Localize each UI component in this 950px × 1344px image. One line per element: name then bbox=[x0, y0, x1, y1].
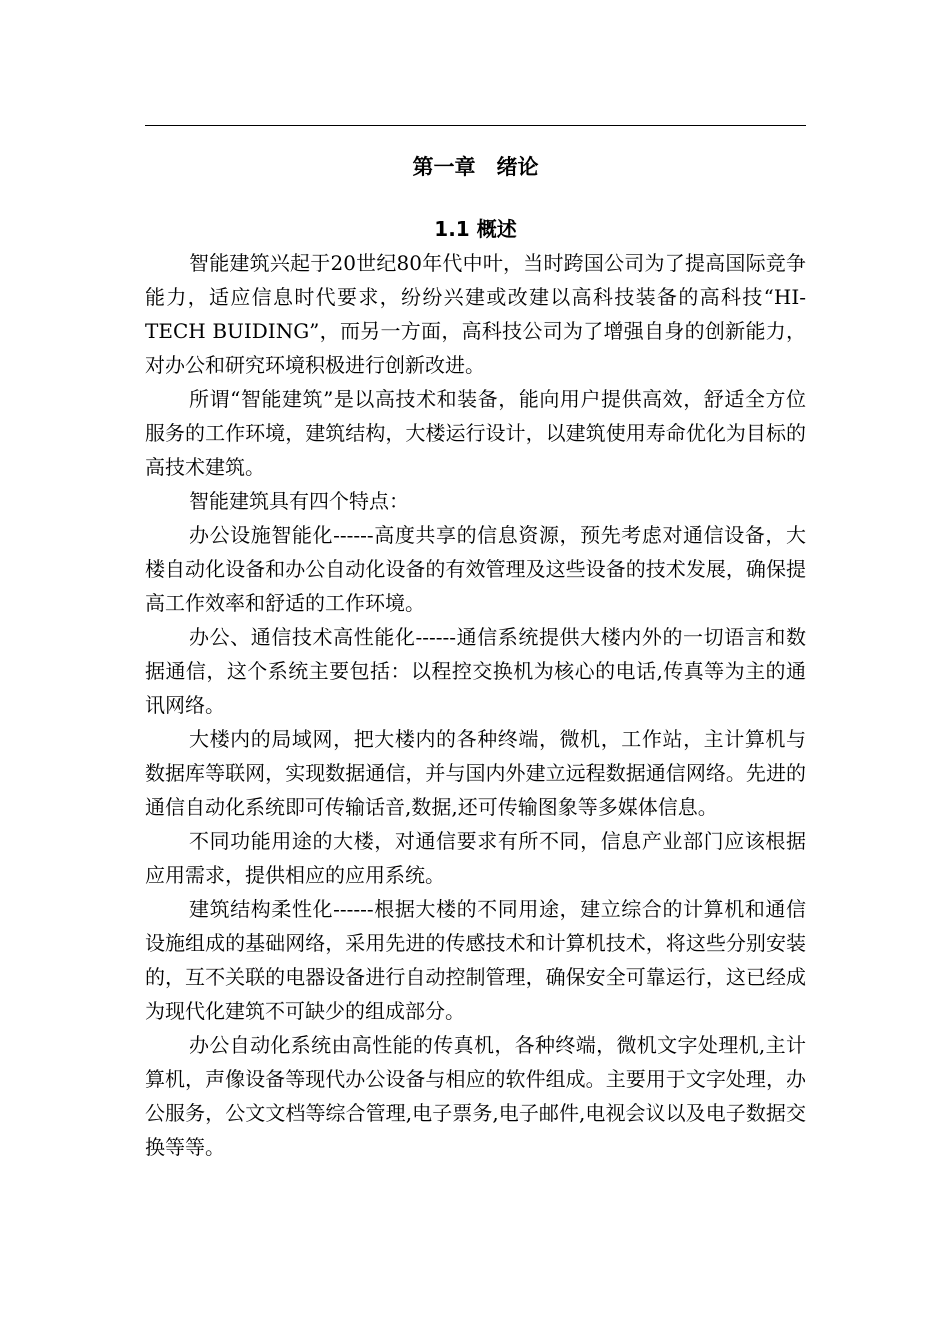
paragraph-structure-flexibility: 建筑结构柔性化------根据大楼的不同用途，建立综合的计算机和通信设施组成的基础网络，采用先进的传感技术和计算机技术，将这些分别安装的，互不关联的电器设备进行自动控制管理，确保安全可靠运行，这已经成为现代化建筑不可缺少的组成部分。 bbox=[145, 897, 806, 1023]
paragraph-requirements: 不同功能用途的大楼，对通信要求有所不同，信息产业部门应该根据应用需求，提供相应的应用系统。 bbox=[145, 829, 806, 887]
paragraph-communication: 办公、通信技术高性能化------通信系统提供大楼内外的一切语言和数据通信，这个系统主要包括：以程控交换机为核心的电话,传真等为主的通讯网络。 bbox=[145, 625, 806, 717]
paragraph-definition: 所谓“智能建筑”是以高技术和装备，能向用户提供高效，舒适全方位服务的工作环境，建筑结构，大楼运行设计，以建筑使用寿命优化为目标的高技术建筑。 bbox=[145, 387, 806, 479]
chapter-title: 第一章 绪论 bbox=[412, 155, 539, 179]
paragraph-office-intelligence: 办公设施智能化------高度共享的信息资源，预先考虑对通信设备，大楼自动化设备和办公自动化设备的有效管理及这些设备的技术发展，确保提高工作效率和舒适的工作环境。 bbox=[145, 523, 806, 615]
body-text bbox=[145, 246, 806, 1164]
section-title: 1.1 概述 bbox=[434, 217, 517, 241]
paragraph-four-features: 智能建筑具有四个特点： bbox=[189, 489, 409, 513]
paragraph-office-automation: 办公自动化系统由高性能的传真机，各种终端，微机文字处理机,主计算机，声像设备等现代办公设备与相应的软件组成。主要用于文字处理，办公服务，公文文档等综合管理,电子票务,电子邮件,电视会议以及电子数据交换等等。 bbox=[145, 1033, 806, 1159]
paragraph-intro-history: 智能建筑兴起于20世纪80年代中叶，当时跨国公司为了提高国际竞争能力，适应信息时代要求，纷纷兴建或改建以高科技装备的高科技“HI-TECH BUIDING”，而另一方面，高科技公司为了增强自身的创新能力，对办公和研究环境积极进行创新改进。 bbox=[145, 251, 806, 377]
paragraph-lan: 大楼内的局域网，把大楼内的各种终端，微机，工作站，主计算机与数据库等联网，实现数据通信，并与国内外建立远程数据通信网络。先进的通信自动化系统即可传输话音,数据,还可传输图象等多媒体信息。 bbox=[145, 727, 806, 819]
header-rule bbox=[145, 125, 806, 126]
